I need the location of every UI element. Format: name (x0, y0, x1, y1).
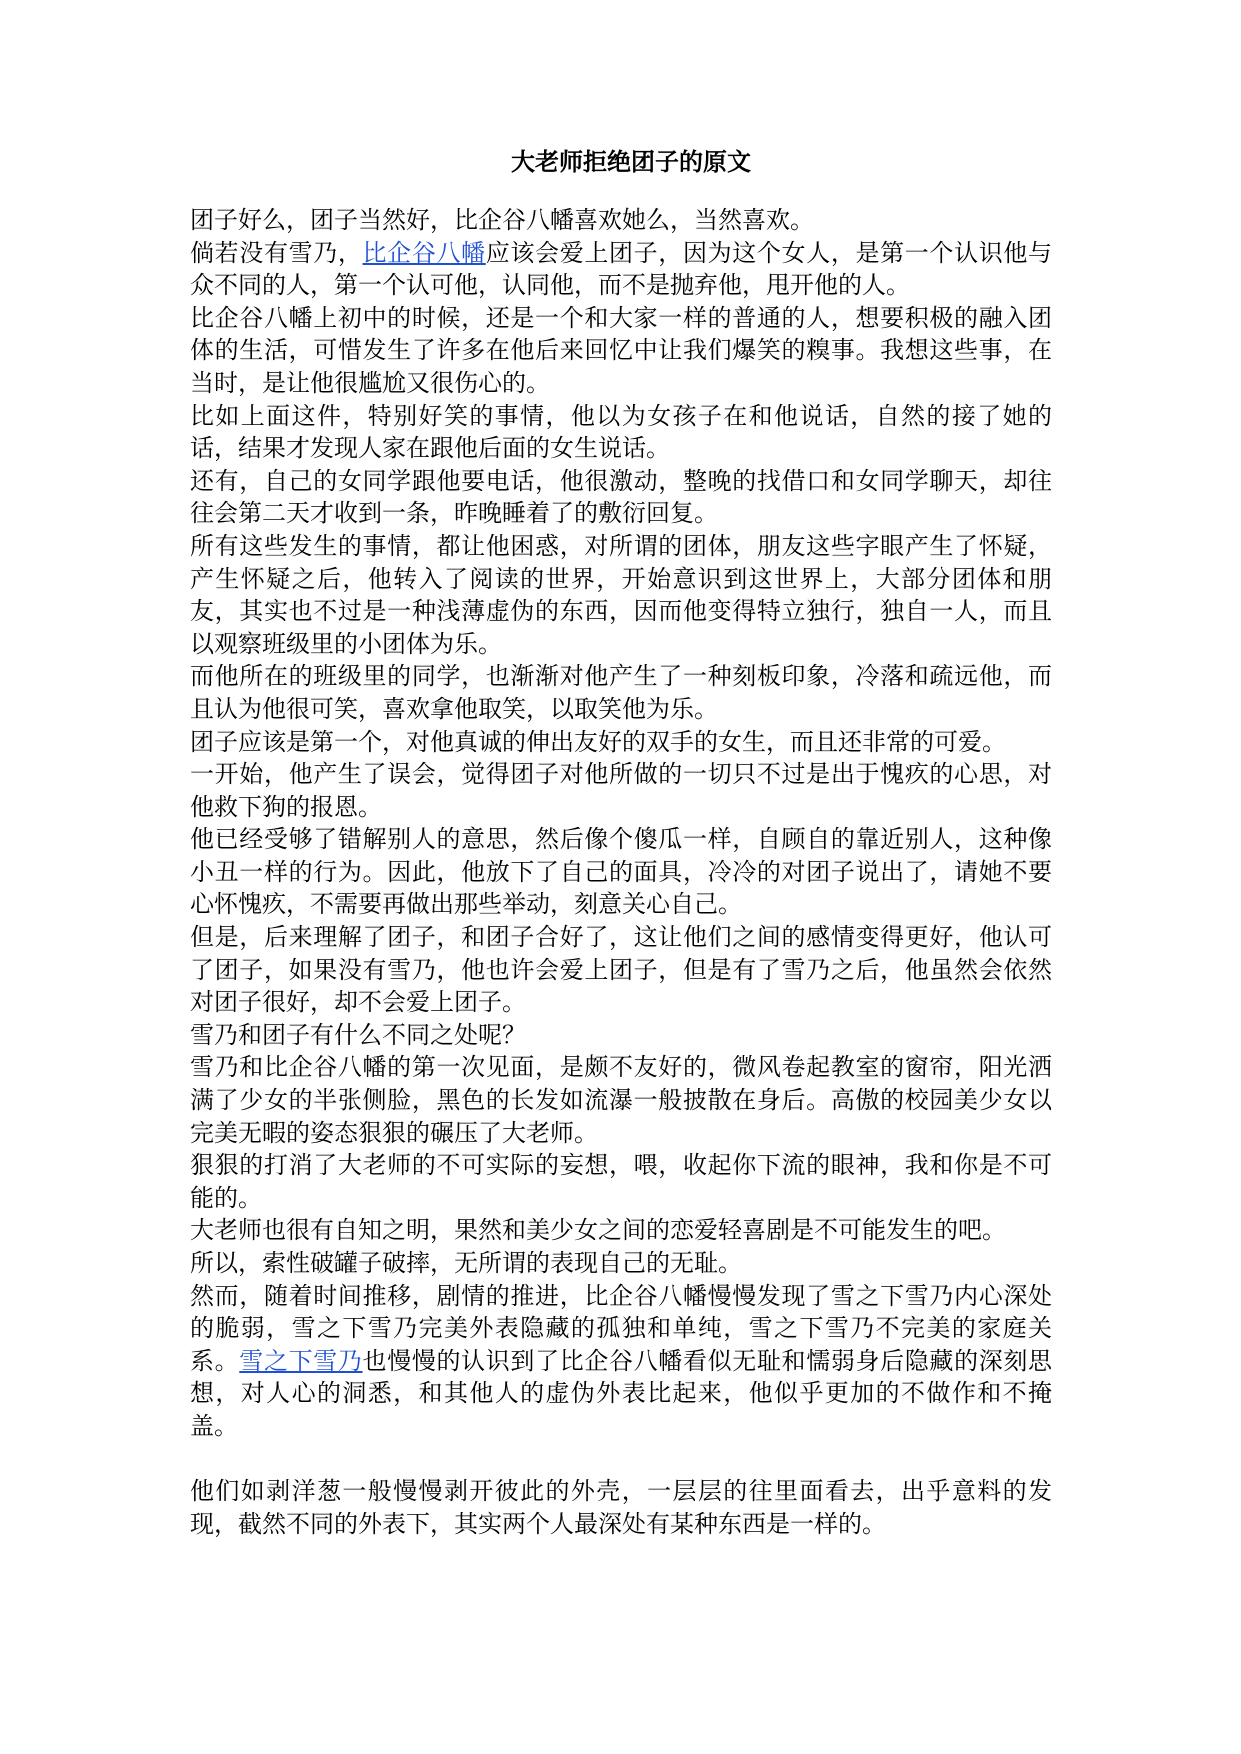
paragraph (190, 1280, 1052, 1443)
paragraph-text: 狠狠的打消了大老师的不可实际的妄想，喂，收起你下流的眼神，我和你是不可能的。 (190, 1151, 1052, 1212)
paragraph-text: 团子应该是第一个，对他真诚的伸出友好的双手的女生，而且还非常的可爱。 (190, 727, 1006, 756)
paragraph (190, 1475, 1052, 1540)
paragraph-text: 而他所在的班级里的同学，也渐渐对他产生了一种刻板印象，冷落和疏远他，而且认为他很可笑，喜欢拿他取笑，以取笑他为乐。 (190, 662, 1052, 723)
paragraph (190, 465, 1052, 530)
paragraph-text: 一开始，他产生了误会，觉得团子对他所做的一切只不过是出于愧疚的心思，对他救下狗的报恩。 (190, 760, 1052, 821)
paragraph-text: 他已经受够了错解别人的意思，然后像个傻瓜一样，自顾自的靠近别人，这种像小丑一样的行为。因此，他放下了自己的面具，冷冷的对团子说出了，请她不要心怀愧疚，不需要再做出那些举动，刻意关心自己。 (190, 825, 1052, 919)
paragraph-text: 他们如剥洋葱一般慢慢剥开彼此的外壳，一层层的往里面看去，出乎意料的发现，截然不同的外表下，其实两个人最深处有某种东西是一样的。 (190, 1477, 1052, 1538)
paragraph-text: 雪乃和比企谷八幡的第一次见面，是颇不友好的，微风卷起教室的窗帘，阳光洒满了少女的半张侧脸，黑色的长发如流瀑一般披散在身后。高傲的校园美少女以完美无暇的姿态狠狠的碾压了大老师。 (190, 1053, 1052, 1147)
paragraph-text: 也慢慢的认识到了比企谷八幡看似无耻和懦弱身后隐藏的深刻思想，对人心的洞悉，和其他人的虚伪外表比起来，他似乎更加的不做作和不掩盖。 (190, 1346, 1053, 1440)
paragraph (190, 400, 1052, 465)
paragraph-text: 雪乃和团子有什么不同之处呢？ (190, 1020, 526, 1049)
paragraph-text: 应该会爱上团子，因为这个女人，是第一个认识他与众不同的人，第一个认可他，认同他，而不是抛弃他，甩开他的人。 (190, 238, 1053, 300)
paragraph (190, 921, 1052, 1019)
paragraph (190, 530, 1052, 660)
paragraph-text: 比如上面这件，特别好笑的事情，他以为女孩子在和他说话，自然的接了她的话，结果才发现人家在跟他后面的女生说话。 (190, 401, 1052, 463)
paragraph-text: 还有，自己的女同学跟他要电话，他很激动，整晚的找借口和女同学聊天，却往往会第二天才收到一条，昨晚睡着了的敷衍回复。 (190, 466, 1052, 528)
paragraph (190, 1214, 1052, 1247)
paragraph (190, 1149, 1052, 1214)
paragraph (190, 204, 1052, 237)
paragraph-text: 倘若没有雪乃， (190, 238, 363, 267)
paragraph-text: 所有这些发生的事情，都让他困惑，对所谓的团体，朋友这些字眼产生了怀疑，产生怀疑之后，他转入了阅读的世界，开始意识到这世界上，大部分团体和朋友，其实也不过是一种浅薄虚伪的东西，因而他变得特立独行，独自一人，而且以观察班级里的小团体为乐。 (190, 531, 1052, 658)
paragraph (190, 1019, 1052, 1052)
paragraph (190, 660, 1052, 725)
hyperlink[interactable]: 雪之下雪乃 (239, 1346, 363, 1375)
document-title: 大老师拒绝团子的原文 (511, 148, 751, 176)
paragraph-text: 但是，后来理解了团子，和团子合好了，这让他们之间的感情变得更好，他认可了团子，如果没有雪乃，他也许会爱上团子，但是有了雪乃之后，他虽然会依然对团子很好，却不会爱上团子。 (190, 923, 1052, 1017)
paragraph (190, 823, 1052, 921)
paragraph-text: 团子好么，团子当然好，比企谷八幡喜欢她么，当然喜欢。 (190, 206, 814, 234)
document-body (190, 204, 1052, 1540)
paragraph (190, 237, 1052, 302)
document-page (190, 140, 1052, 1540)
paragraph-text: 大老师也很有自知之明，果然和美少女之间的恋爱轻喜剧是不可能发生的吧。 (190, 1216, 1006, 1245)
paragraph (190, 302, 1052, 400)
paragraph (190, 1247, 1052, 1280)
paragraph-text: 然而，随着时间推移，剧情的推进，比企谷八幡慢慢发现了雪之下雪乃内心深处的脆弱，雪之下雪乃完美外表隐藏的孤独和单纯，雪之下雪乃不完美的家庭关系。 (190, 1281, 1052, 1375)
paragraph (190, 726, 1052, 759)
paragraph (190, 1051, 1052, 1149)
hyperlink[interactable]: 比企谷八幡 (362, 238, 486, 267)
paragraph-text: 比企谷八幡上初中的时候，还是一个和大家一样的普通的人，想要积极的融入团体的生活，可惜发生了许多在他后来回忆中让我们爆笑的糗事。我想这些事，在当时，是让他很尴尬又很伤心的。 (190, 303, 1052, 397)
paragraph-text: 所以，索性破罐子破摔，无所谓的表现自己的无耻。 (190, 1249, 742, 1277)
paragraph (190, 758, 1052, 823)
